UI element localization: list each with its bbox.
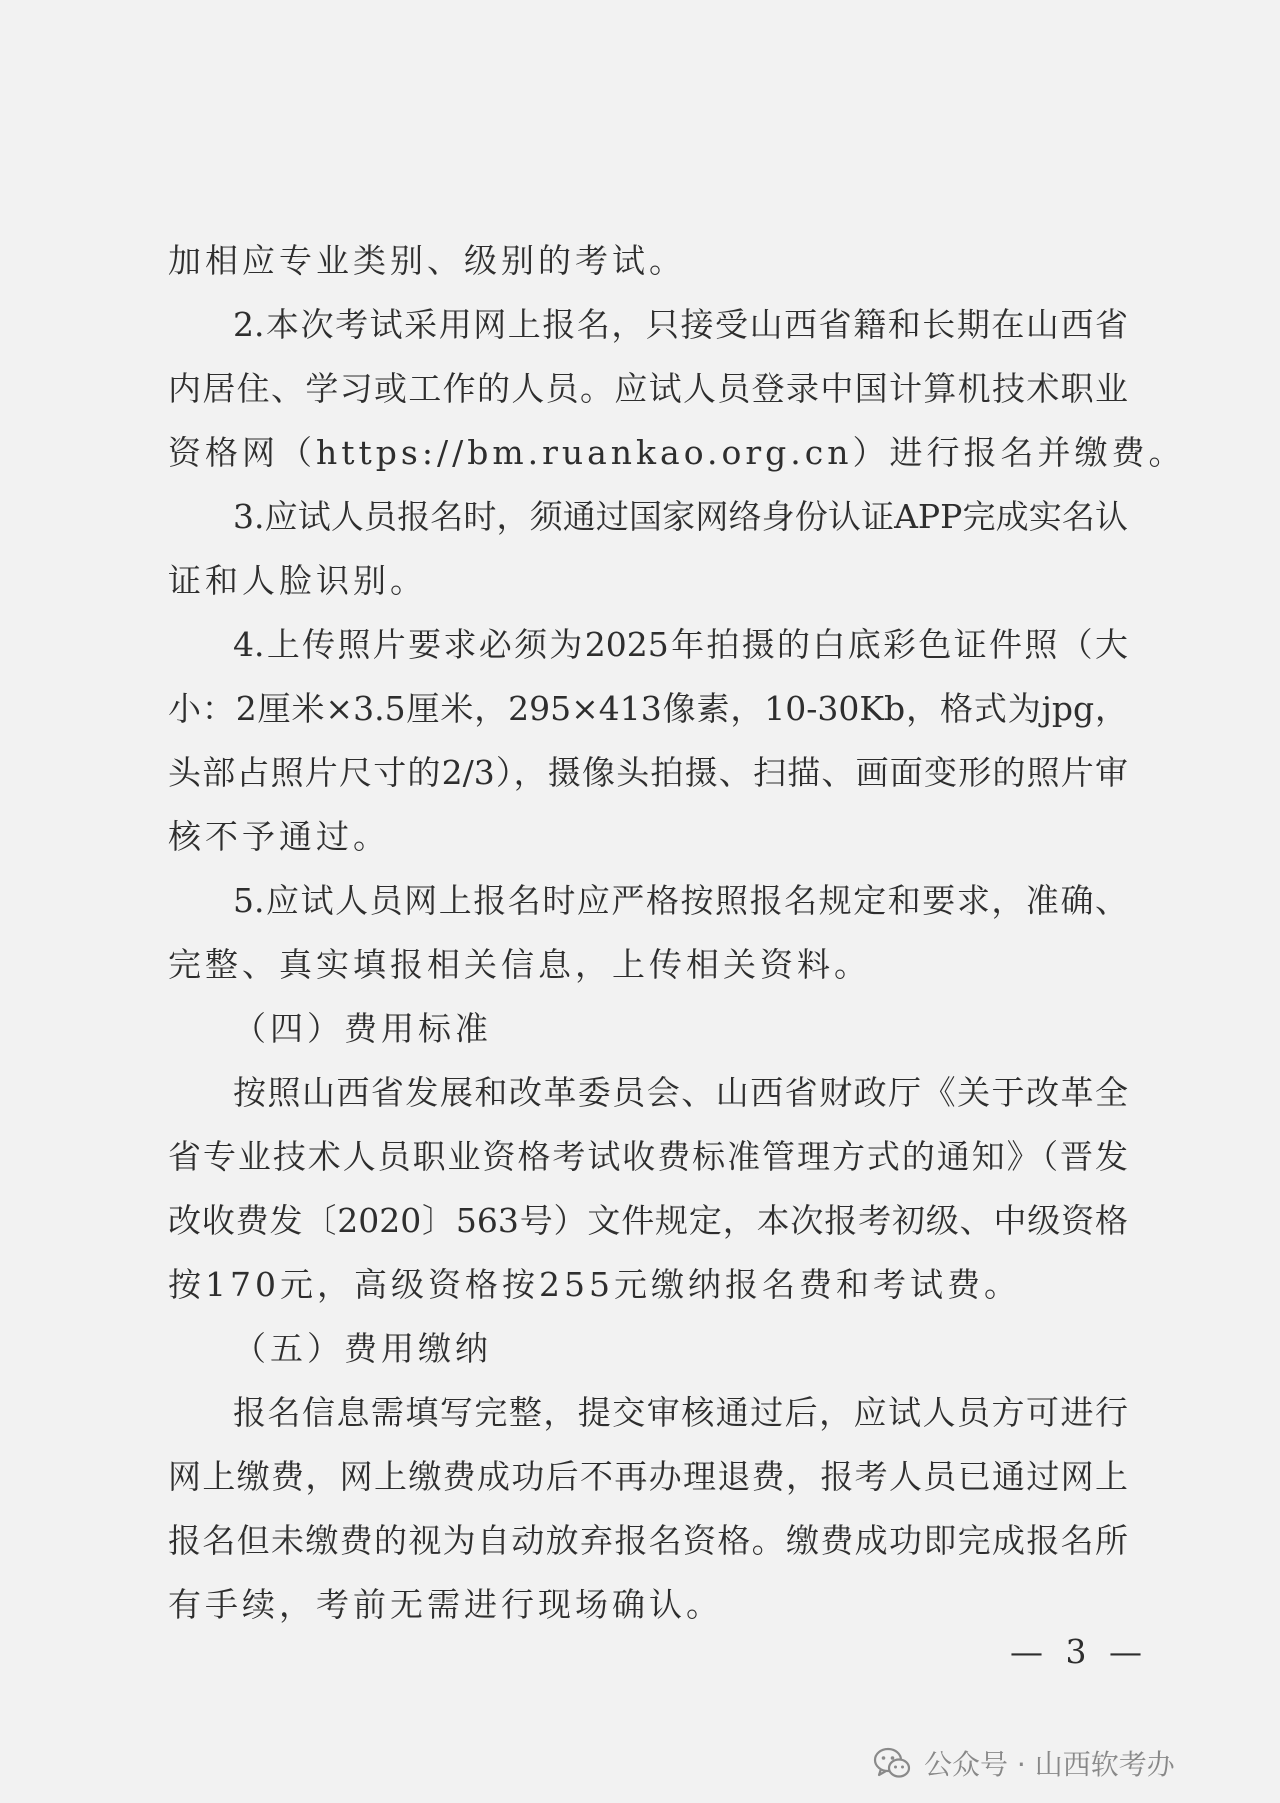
text-line: 2.本次考试采用网上报名，只接受山西省籍和长期在山西省	[233, 305, 1128, 344]
text-line: 按170元，高级资格按255元缴纳报名费和考试费。	[168, 1265, 1021, 1304]
text-line: 5.应试人员网上报名时应严格按照报名规定和要求，准确、	[233, 881, 1128, 920]
text-line: 小：2厘米×3.5厘米，295×413像素，10-30Kb，格式为jpg，	[168, 689, 1128, 728]
text-line: 头部占照片尺寸的2/3），摄像头拍摄、扫描、画面变形的照片审	[168, 753, 1128, 792]
watermark-text: 公众号 · 山西软考办	[924, 1748, 1175, 1781]
text-line: 完整、真实填报相关信息，上传相关资料。	[168, 945, 871, 984]
watermark	[872, 1741, 1175, 1785]
text-line: 核不予通过。	[168, 817, 390, 856]
text-line: 按照山西省发展和改革委员会、山西省财政厅《关于改革全	[233, 1073, 1128, 1112]
text-line: 加相应专业类别、级别的考试。	[168, 241, 686, 280]
text-line: 有手续，考前无需进行现场确认。	[168, 1585, 723, 1624]
text-line: 省专业技术人员职业资格考试收费标准管理方式的通知》（晋发	[168, 1137, 1128, 1176]
text-line: 网上缴费，网上缴费成功后不再办理退费，报考人员已通过网上	[168, 1457, 1128, 1496]
text-line: 4.上传照片要求必须为2025年拍摄的白底彩色证件照（大	[233, 625, 1128, 664]
text-line: 报名但未缴费的视为自动放弃报名资格。缴费成功即完成报名所	[168, 1521, 1128, 1560]
text-line: 证和人脸识别。	[168, 561, 427, 600]
section-heading: （五）费用缴纳	[233, 1329, 492, 1368]
page-number: — 3 —	[1010, 1632, 1148, 1671]
text-line: 改收费发〔2020〕563号）文件规定，本次报考初级、中级资格	[168, 1201, 1128, 1240]
text-line: 资格网（https://bm.ruankao.org.cn）进行报名并缴费。	[168, 433, 1186, 472]
section-heading: （四）费用标准	[233, 1009, 492, 1048]
text-line: 内居住、学习或工作的人员。应试人员登录中国计算机技术职业	[168, 369, 1128, 408]
wechat-icon	[872, 1743, 912, 1783]
text-line: 报名信息需填写完整，提交审核通过后，应试人员方可进行	[233, 1393, 1128, 1432]
text-line: 3.应试人员报名时，须通过国家网络身份认证APP完成实名认	[233, 497, 1128, 536]
